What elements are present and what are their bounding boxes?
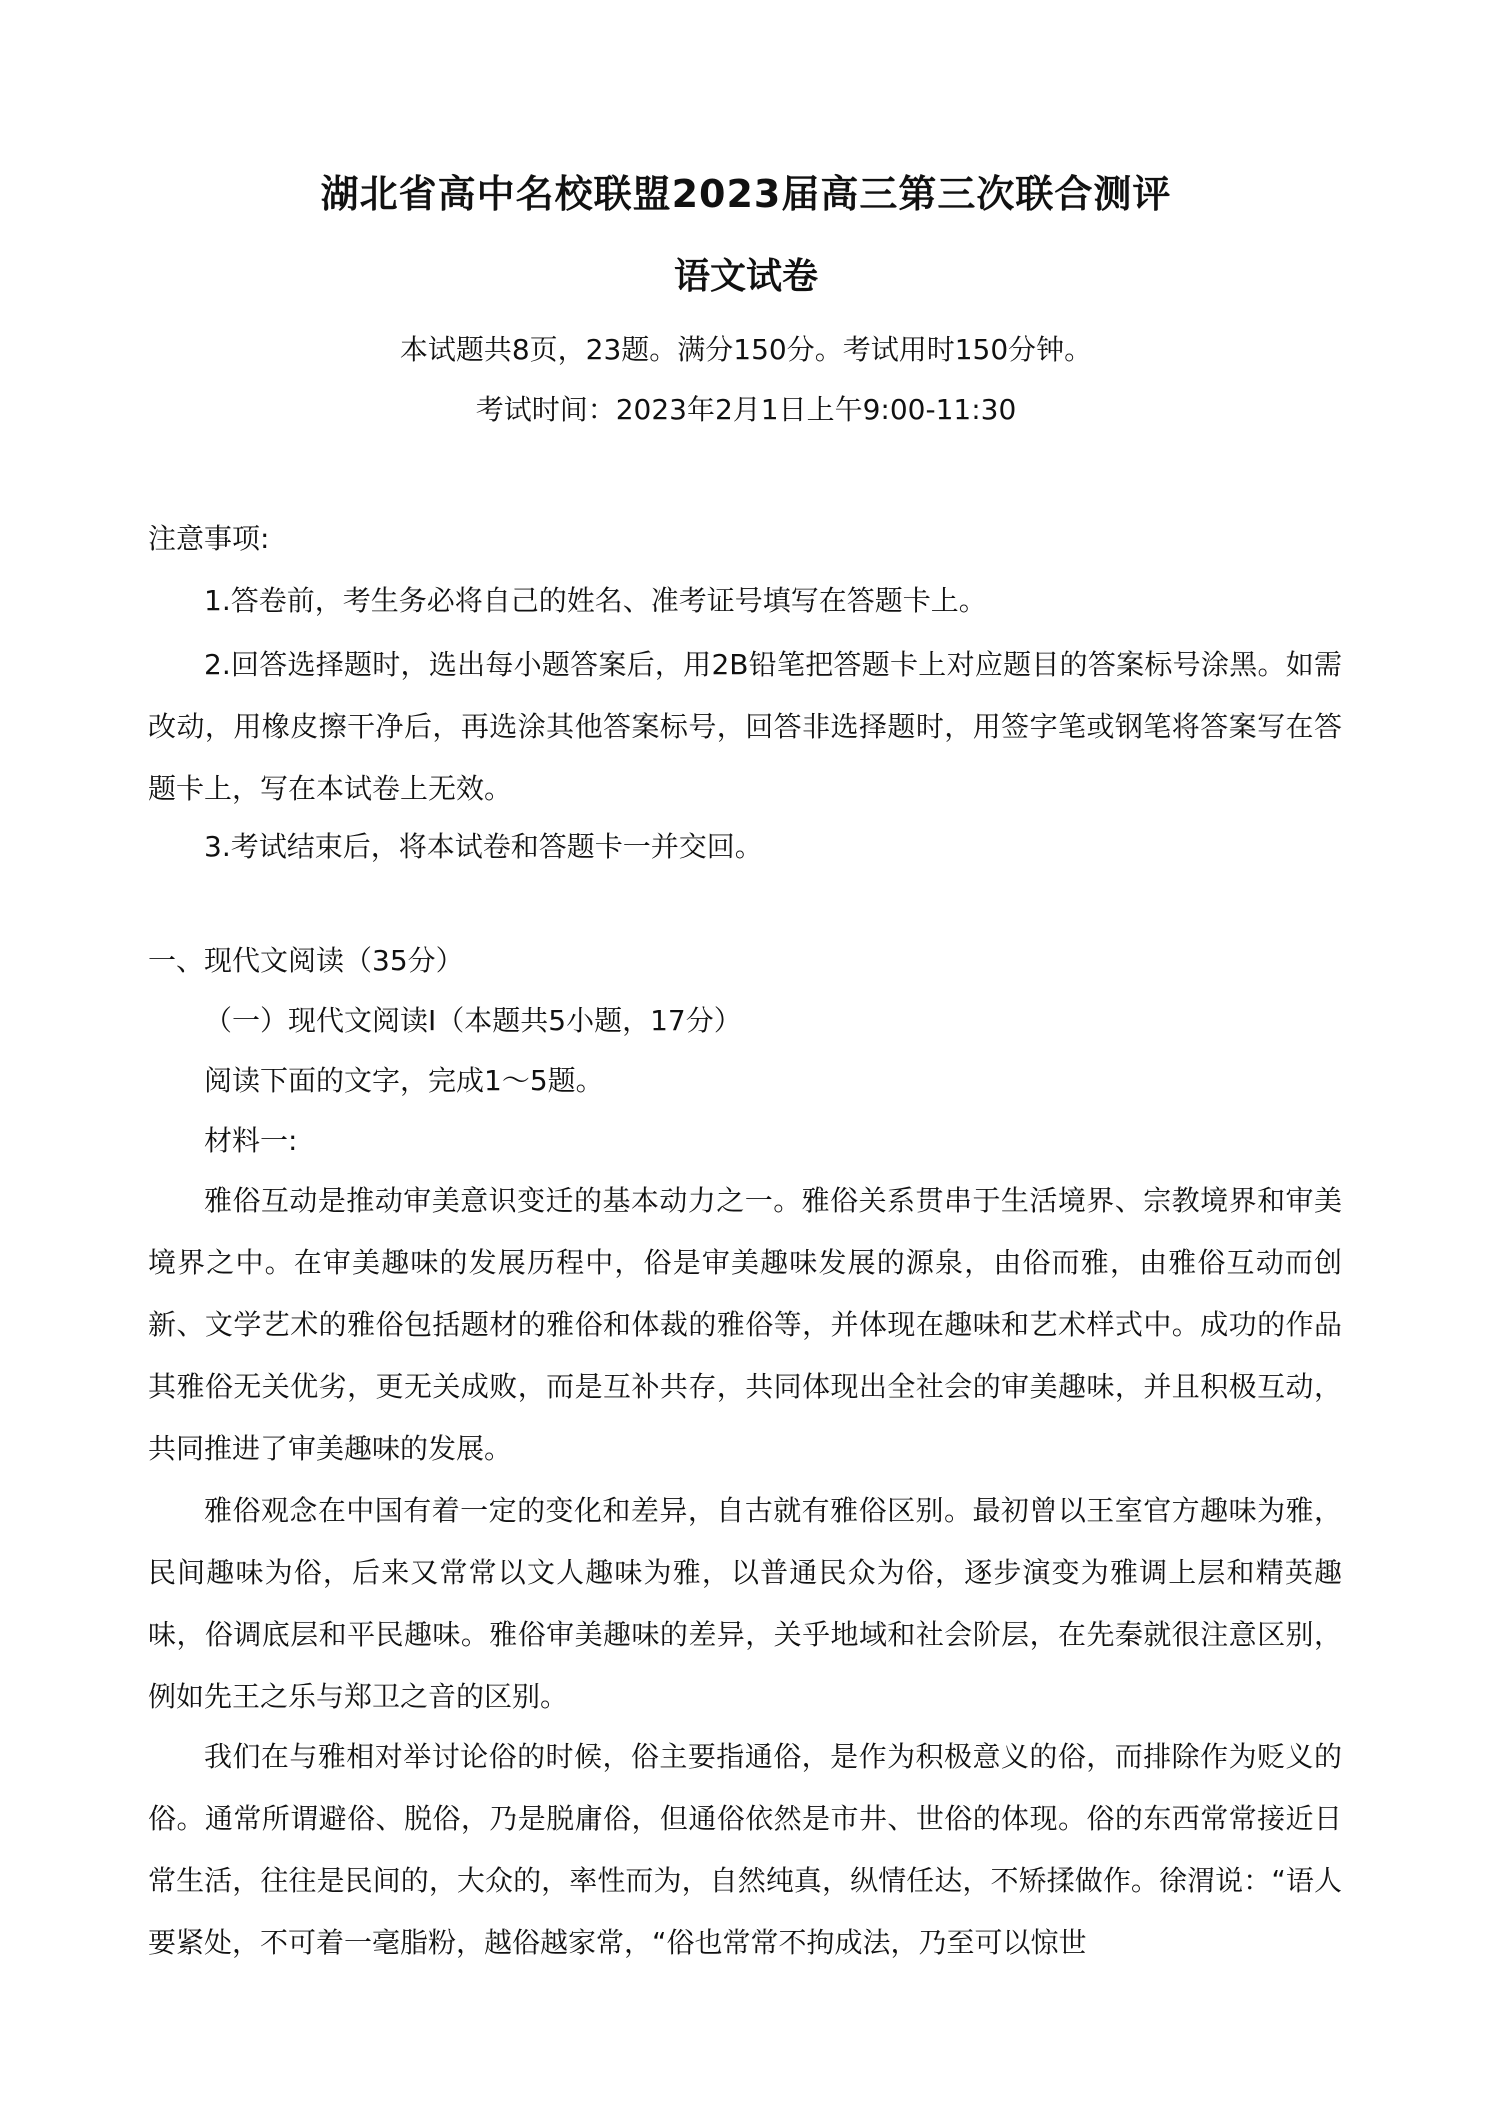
material-label: 材料一: <box>204 1124 298 1157</box>
exam-info-pages-score: 本试题共8页，23题。满分150分。考试用时150分钟。 <box>399 333 1093 366</box>
body-paragraph: 我们在与雅相对举讨论俗的时候，俗主要指通俗，是作为积极意义的俗，而排除作为贬义的俗。通常所谓避俗、脱俗，乃是脱庸俗，但通俗依然是市井、世俗的体现。俗的东西常常接近日常生活，往往是民间的，大众的，率性而为，自然纯真，纵情任达，不矫揉做作。徐渭说：“语人要紧处，不可着一毫脂粉，越俗越家常，“俗也常常不拘成法，乃至可以惊世 <box>148 1740 1342 1959</box>
exam-info-time: 考试时间：2023年2月1日上午9:00-11:30 <box>475 393 1017 426</box>
body-paragraph: 雅俗观念在中国有着一定的变化和差异，自古就有雅俗区别。最初曾以王室官方趣味为雅，民间趣味为俗，后来又常常以文人趣味为雅，以普通民众为俗，逐步演变为雅调上层和精英趣味，俗调底层和平民趣味。雅俗审美趣味的差异，关乎地域和社会阶层，在先秦就很注意区别，例如先王之乐与郑卫之音的区别。 <box>148 1494 1342 1713</box>
notice-item: 1.答卷前，考生务必将自己的姓名、准考证号填写在答题卡上。 <box>204 584 987 617</box>
subsection-title: （一）现代文阅读Ⅰ（本题共5小题，17分） <box>204 1004 742 1037</box>
section-title: 一、现代文阅读（35分） <box>148 944 464 977</box>
exam-title: 湖北省高中名校联盟2023届高三第三次联合测评 <box>320 172 1172 216</box>
notice-item: 2.回答选择题时，选出每小题答案后，用2B铅笔把答题卡上对应题目的答案标号涂黑。如需改动，用橡皮擦干净后，再选涂其他答案标号，回答非选择题时，用签字笔或钢笔将答案写在答题卡上，写在本试卷上无效。 <box>148 648 1342 805</box>
notice-item: 3.考试结束后，将本试卷和答题卡一并交回。 <box>204 830 763 863</box>
body-paragraph: 雅俗互动是推动审美意识变迁的基本动力之一。雅俗关系贯串于生活境界、宗教境界和审美境界之中。在审美趣味的发展历程中，俗是审美趣味发展的源泉，由俗而雅，由雅俗互动而创新、文学艺术的雅俗包括题材的雅俗和体裁的雅俗等，并体现在趣味和艺术样式中。成功的作品其雅俗无关优劣，更无关成败，而是互补共存，共同体现出全社会的审美趣味，并且积极互动，共同推进了审美趣味的发展。 <box>148 1184 1342 1465</box>
reading-instruction: 阅读下面的文字，完成1～5题。 <box>204 1064 604 1097</box>
notice-title: 注意事项: <box>148 522 270 555</box>
exam-subtitle: 语文试卷 <box>673 256 818 297</box>
